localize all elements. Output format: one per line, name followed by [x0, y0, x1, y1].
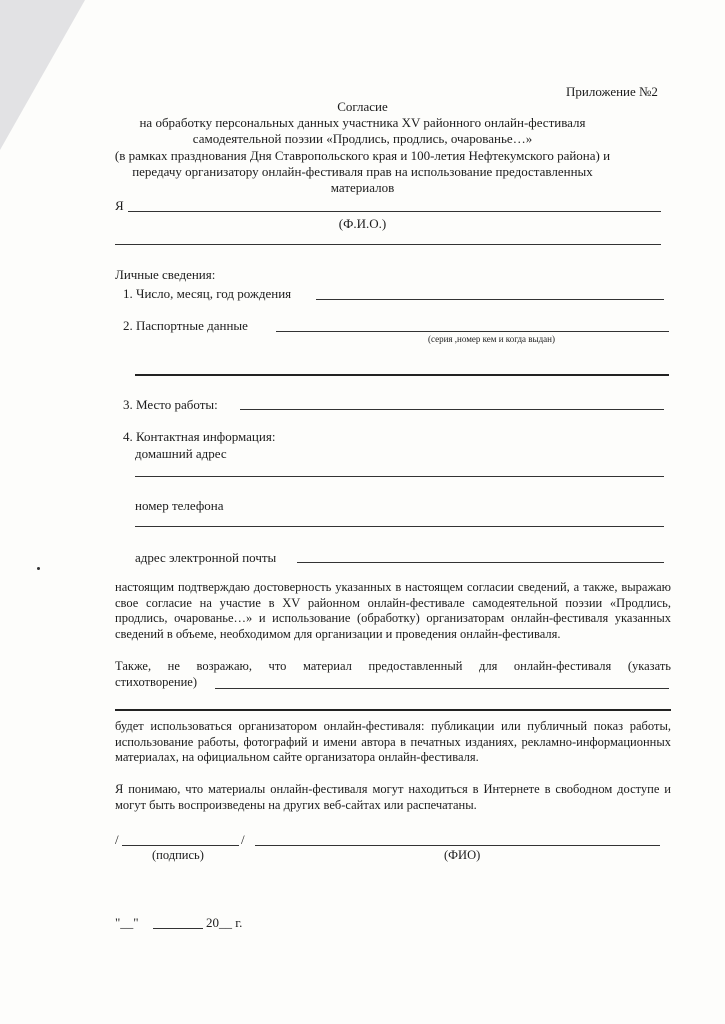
- phone-label: номер телефона: [135, 498, 224, 513]
- title-line-6: материалов: [330, 180, 395, 195]
- home-address-label: домашний адрес: [135, 446, 227, 461]
- title-line-1: Согласие: [337, 99, 388, 114]
- passport-label: 2. Паспортные данные: [123, 318, 248, 333]
- title-line-2: на обработку персональных данных участника XV районного онлайн-фестиваля: [139, 115, 586, 130]
- poem-line[interactable]: [215, 688, 669, 689]
- personal-info-heading: Личные сведения:: [115, 267, 216, 282]
- birth-date-line[interactable]: [316, 299, 664, 300]
- title-line-4: (в рамках празднования Дня Ставропольского края и 100-летия Нефтекумского района) и: [114, 148, 611, 163]
- email-label: адрес электронной почты: [135, 550, 277, 565]
- signature-caption: (подпись): [152, 848, 204, 862]
- email-line[interactable]: [297, 562, 664, 563]
- passport-line[interactable]: [276, 331, 669, 332]
- consent-paragraph-4: Я понимаю, что материалы онлайн-фестиваля могут находиться в Интернете в свободном доступе и могут быть воспроизведены на других веб-сайтах или распечатаны.: [115, 782, 671, 812]
- contact-info-label: 4. Контактная информация:: [123, 429, 276, 444]
- fio-line-2[interactable]: [115, 244, 661, 245]
- workplace-line[interactable]: [240, 409, 664, 410]
- i-label: Я: [115, 198, 124, 213]
- consent-paragraph-2: Также, не возражаю, что материал предоставленный для онлайн-фестиваля (указать: [115, 659, 671, 673]
- passport-caption: (серия ,номер кем и когда выдан): [428, 334, 555, 344]
- appendix-label: Приложение №2: [566, 84, 658, 99]
- date-year: 20__ г.: [206, 915, 243, 930]
- date-month-line[interactable]: [153, 928, 203, 929]
- birth-date-label: 1. Число, месяц, год рождения: [123, 286, 292, 301]
- signature-fio-line[interactable]: [255, 845, 660, 846]
- workplace-label: 3. Место работы:: [123, 397, 218, 412]
- fio-line-1[interactable]: [128, 211, 661, 212]
- signature-line[interactable]: [122, 845, 239, 846]
- signature-slash-2: /: [241, 832, 245, 847]
- consent-paragraph-3: будет использоваться организатором онлайн-фестиваля: публикации или публичный показ работы, использование работы, фотографий и имени автора в печатных изданиях, рекламно-информационных материалах, на официальном сайте организатора онлайн-фестиваля.: [115, 719, 671, 765]
- poem-label: стихотворение): [115, 675, 197, 689]
- consent-paragraph-1: настоящим подтверждаю достоверность указанных в настоящем согласии сведений, а также, выражаю свое согласие на участие в XV районном онлайн-фестивале самодеятельной поэзии «Продлись, продлись, очарованье…» и использование (обработку) организаторам онлайн-фестиваля указанных сведений в объеме, необходимом для организации и проведения онлайн-фестиваля.: [115, 580, 671, 641]
- poem-line-2[interactable]: [115, 709, 671, 711]
- passport-line-2[interactable]: [135, 374, 669, 376]
- title-line-3: самодеятельной поэзии «Продлись, продлись, очарованье…»: [192, 131, 533, 146]
- title-line-5: передачу организатору онлайн-фестиваля прав на использование предоставленных: [132, 164, 593, 179]
- home-address-line[interactable]: [135, 476, 664, 477]
- signature-fio-caption: (ФИО): [444, 848, 481, 862]
- date-day: "__": [115, 915, 139, 930]
- fio-caption: (Ф.И.О.): [338, 216, 387, 231]
- phone-line[interactable]: [135, 526, 664, 527]
- scan-speck: [37, 567, 40, 570]
- signature-slash-1: /: [115, 832, 119, 847]
